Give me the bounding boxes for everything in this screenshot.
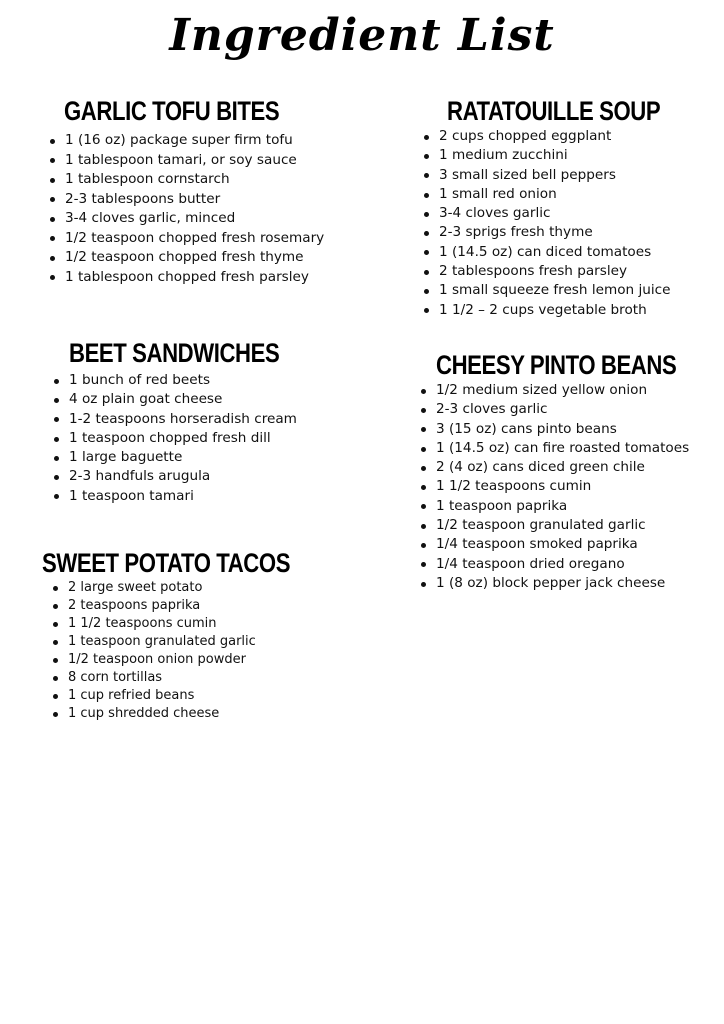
list-item: 1/2 teaspoon granulated garlic [418, 516, 724, 535]
ingredient-list [421, 127, 707, 320]
list-item: 2 large sweet potato [50, 579, 345, 597]
section-heading: GARLIC TOFU BITES [64, 96, 280, 126]
ingredient-list [418, 381, 724, 593]
list-item: 1 tablespoon cornstarch [47, 170, 327, 190]
list-item: 1 (16 oz) package super firm tofu [47, 131, 327, 151]
list-item: 1 small squeeze fresh lemon juice [421, 281, 707, 300]
section-beet-sandwiches [51, 338, 326, 506]
list-item: 1 cup shredded cheese [50, 705, 345, 723]
list-item: 1 small red onion [421, 185, 707, 204]
section-heading: CHEESY PINTO BEANS [436, 350, 677, 380]
list-item: 1/4 teaspoon smoked paprika [418, 535, 724, 554]
list-item: 3 (15 oz) cans pinto beans [418, 420, 724, 439]
list-item: 1 tablespoon tamari, or soy sauce [47, 151, 327, 171]
page-title: Ingredient List [169, 10, 555, 61]
section-heading: RATATOUILLE SOUP [447, 96, 661, 126]
list-item: 1 teaspoon paprika [418, 497, 724, 516]
section-sweet-potato-tacos [42, 548, 345, 723]
list-item: 1 (8 oz) block pepper jack cheese [418, 574, 724, 593]
list-item: 3 small sized bell peppers [421, 166, 707, 185]
list-item: 2 (4 oz) cans diced green chile [418, 458, 724, 477]
list-item: 2 tablespoons fresh parsley [421, 262, 707, 281]
list-item: 2 teaspoons paprika [50, 597, 345, 615]
list-item: 2-3 cloves garlic [418, 400, 724, 419]
ingredient-list [47, 131, 327, 287]
list-item: 1/2 teaspoon chopped fresh rosemary [47, 229, 327, 249]
list-item: 1 teaspoon tamari [51, 487, 326, 506]
list-item: 1 bunch of red beets [51, 371, 326, 390]
section-cheesy-pinto-beans [418, 350, 724, 593]
ingredient-list [51, 371, 326, 506]
list-item: 1/2 teaspoon onion powder [50, 651, 345, 669]
list-item: 1 1/2 teaspoons cumin [418, 477, 724, 496]
list-item: 2-3 sprigs fresh thyme [421, 223, 707, 242]
list-item: 1-2 teaspoons horseradish cream [51, 410, 326, 429]
list-item: 1 tablespoon chopped fresh parsley [47, 268, 327, 288]
list-item: 8 corn tortillas [50, 669, 345, 687]
list-item: 1 teaspoon chopped fresh dill [51, 429, 326, 448]
list-item: 3-4 cloves garlic [421, 204, 707, 223]
list-item: 2 cups chopped eggplant [421, 127, 707, 146]
list-item: 1 1/2 teaspoons cumin [50, 615, 345, 633]
section-garlic-tofu-bites [47, 96, 327, 287]
list-item: 1 (14.5 oz) can fire roasted tomatoes [418, 439, 724, 458]
list-item: 1 1/2 – 2 cups vegetable broth [421, 301, 707, 320]
list-item: 1 medium zucchini [421, 146, 707, 165]
list-item: 1/2 medium sized yellow onion [418, 381, 724, 400]
section-heading: SWEET POTATO TACOS [42, 548, 291, 578]
list-item: 4 oz plain goat cheese [51, 390, 326, 409]
section-ratatouille-soup [421, 96, 707, 320]
list-item: 1 cup refried beans [50, 687, 345, 705]
section-heading: BEET SANDWICHES [69, 338, 280, 368]
list-item: 1 large baguette [51, 448, 326, 467]
list-item: 1 (14.5 oz) can diced tomatoes [421, 243, 707, 262]
list-item: 1 teaspoon granulated garlic [50, 633, 345, 651]
list-item: 2-3 tablespoons butter [47, 190, 327, 210]
list-item: 2-3 handfuls arugula [51, 467, 326, 486]
list-item: 1/4 teaspoon dried oregano [418, 555, 724, 574]
list-item: 1/2 teaspoon chopped fresh thyme [47, 248, 327, 268]
ingredient-list [50, 579, 345, 723]
list-item: 3-4 cloves garlic, minced [47, 209, 327, 229]
